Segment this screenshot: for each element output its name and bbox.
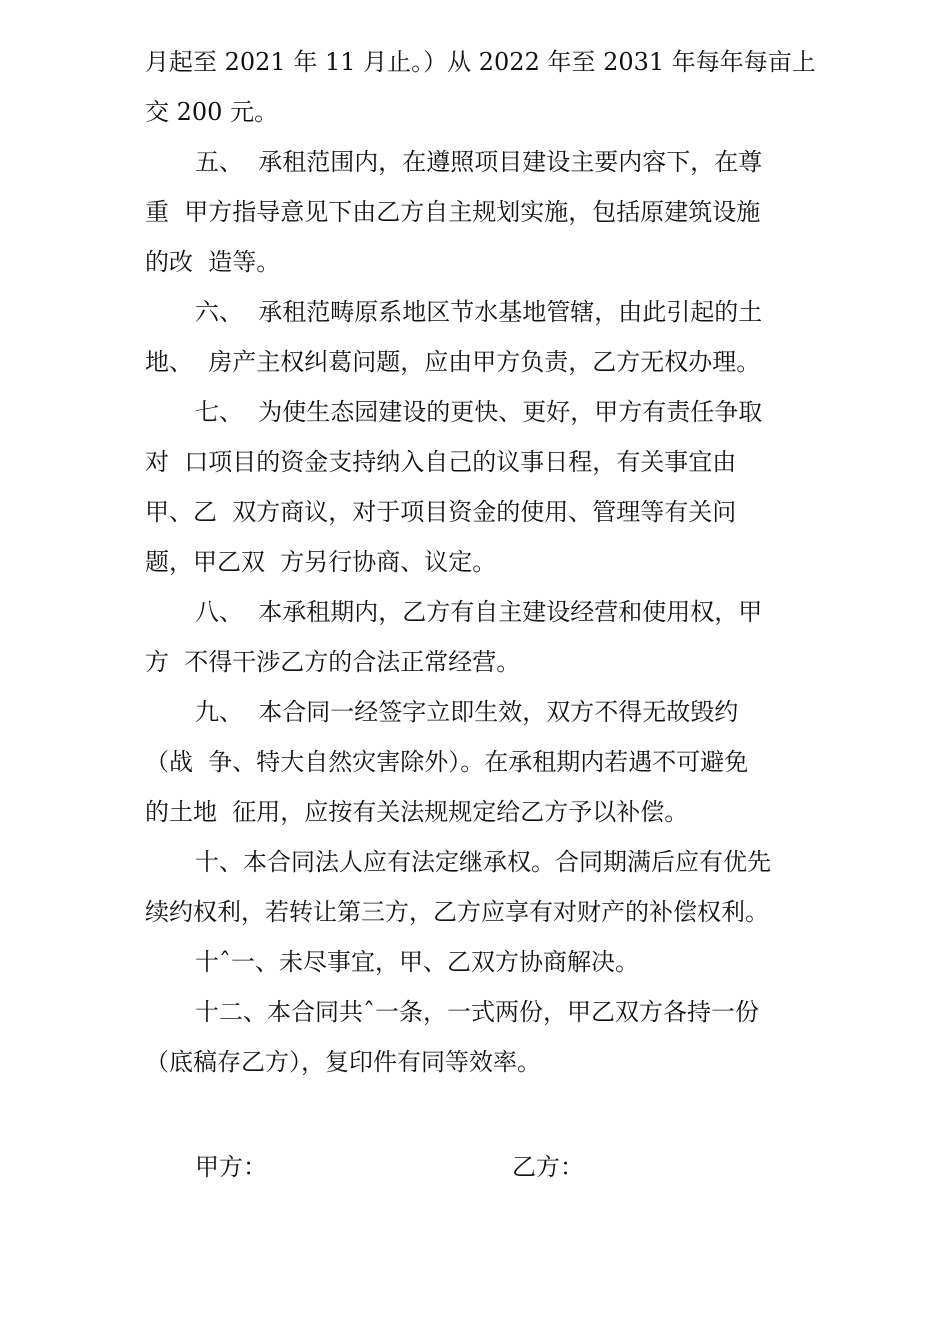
clause-9: 九、 本合同一经签字立即生效，双方不得无故毁约 (195, 698, 739, 726)
clause-5: 五、 承租范围内，在遵照项目建设主要内容下，在尊 (195, 148, 763, 176)
clause-11: 十ˆ一、未尽事宜，甲、乙双方协商解决。 (195, 948, 639, 976)
text-line: 题，甲乙双 方另行协商、议定。 (145, 548, 497, 576)
clause-12: 十二、本合同共ˆ一条，一式两份，甲乙双方各持一份 (195, 998, 759, 1026)
text-line: （底稿存乙方），复印件有同等效率。 (145, 1048, 541, 1076)
clause-8: 八、 本承租期内，乙方有自主建设经营和使用权，甲 (195, 598, 763, 626)
text-line: 续约权利，若转让第三方，乙方应享有对财产的补偿权利。 (145, 898, 769, 926)
text-line: 的土地 征用，应按有关法规规定给乙方予以补偿。 (145, 798, 689, 826)
text-line: 的改 造等。 (145, 248, 281, 276)
clause-10: 十、本合同法人应有法定继承权。合同期满后应有优先 (195, 848, 771, 876)
text-line: （战 争、特大自然灾害除外）。在承租期内若遇不可避免 (145, 748, 749, 776)
text-line: 月起至 2021 年 11 月止。）从 2022 年至 2031 年每年每亩上 (145, 48, 816, 76)
party-a-signature-label: 甲方： (195, 1153, 267, 1181)
clause-7: 七、 为使生态园建设的更快、更好，甲方有责任争取 (195, 398, 763, 426)
text-line: 交 200 元。 (145, 98, 279, 126)
text-line: 对 口项目的资金支持纳入自己的议事日程，有关事宜由 (145, 448, 737, 476)
party-b-signature-label: 乙方： (512, 1153, 584, 1181)
text-line: 甲、乙 双方商议，对于项目资金的使用、管理等有关问 (145, 498, 737, 526)
text-line: 重 甲方指导意见下由乙方自主规划实施，包括原建筑设施 (145, 198, 761, 226)
clause-6: 六、 承租范畴原系地区节水基地管辖，由此引起的土 (195, 298, 763, 326)
text-line: 方 不得干涉乙方的合法正常经营。 (145, 648, 521, 676)
text-line: 地、 房产主权纠葛问题，应由甲方负责，乙方无权办理。 (145, 348, 761, 376)
